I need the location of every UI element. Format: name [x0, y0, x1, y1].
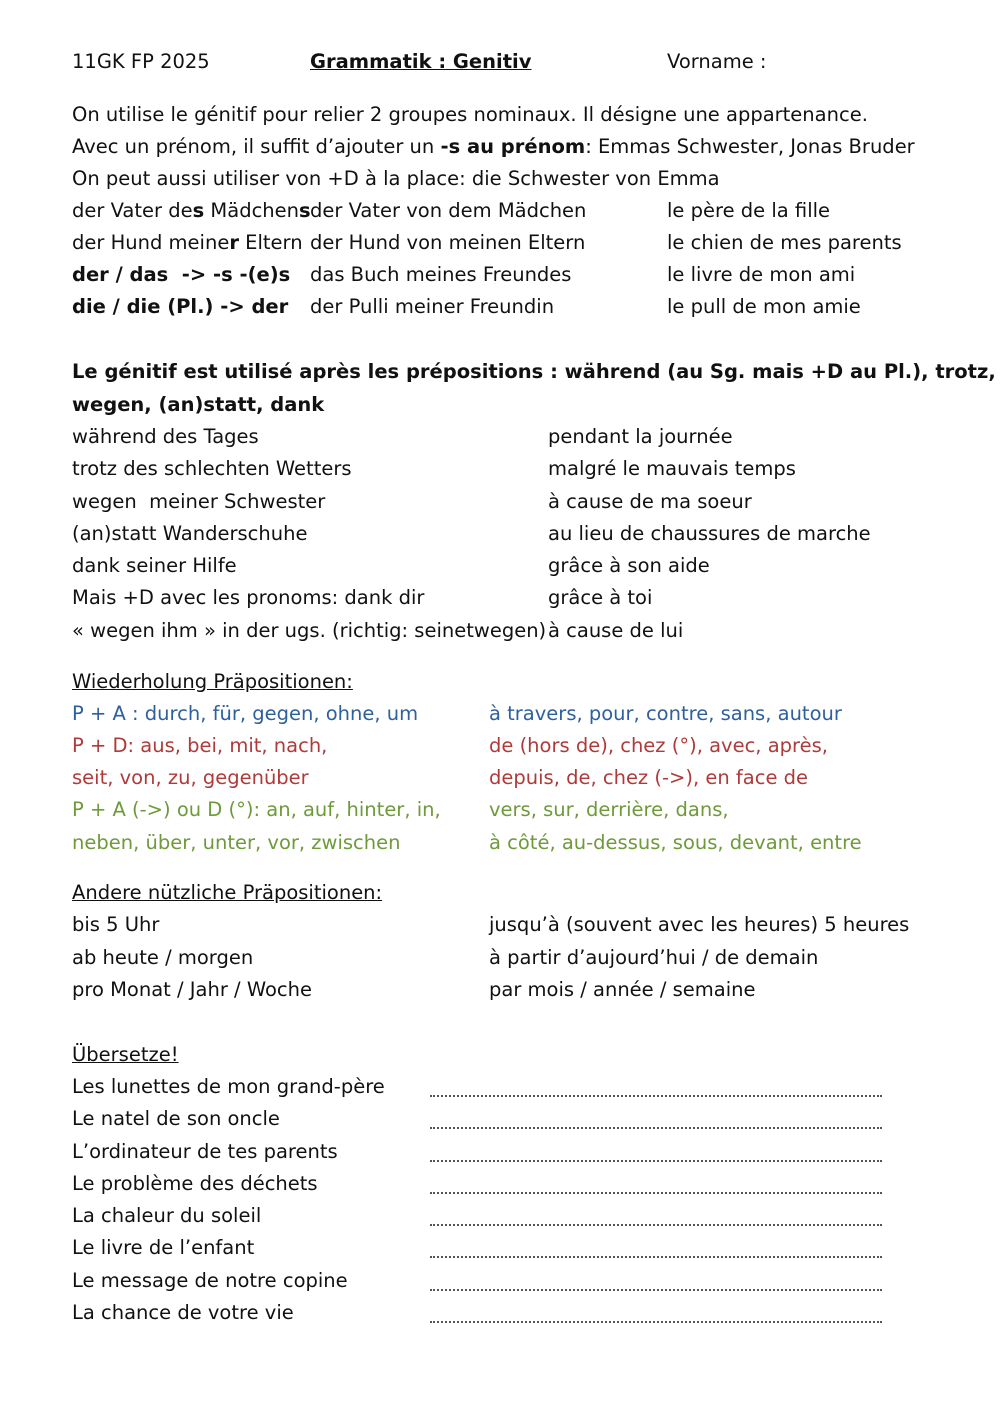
intro-line-2-text: Avec un prénom, il suffit d’ajouter un: [72, 135, 441, 158]
other-row-de: ab heute / morgen: [72, 946, 254, 969]
exercise-prompt: L’ordinateur de tes parents: [72, 1140, 338, 1163]
review-row-de: P + D: aus, bei, mit, nach,: [72, 734, 328, 757]
exercise-prompt: Les lunettes de mon grand-père: [72, 1075, 385, 1098]
other-row-de: pro Monat / Jahr / Woche: [72, 978, 312, 1001]
other-row-de: bis 5 Uhr: [72, 913, 160, 936]
exercise-prompt: La chance de votre vie: [72, 1301, 294, 1324]
exercise-prompt: Le message de notre copine: [72, 1269, 348, 1292]
genitive-prepositions-heading: Le génitif est utilisé après les prépositions : während (au Sg. mais +D au Pl.), trotz,: [72, 360, 996, 383]
example-text: Mädchen: [204, 199, 300, 222]
review-row-fr: de (hors de), chez (°), avec, après,: [489, 734, 828, 757]
example-4-french: le pull de mon amie: [667, 295, 861, 318]
exercise-prompt: Le natel de son oncle: [72, 1107, 280, 1130]
answer-line[interactable]: [430, 1093, 882, 1097]
other-prepositions-heading: Andere nützliche Präpositionen:: [72, 881, 383, 904]
example-1-french: le père de la fille: [667, 199, 831, 222]
answer-line[interactable]: [430, 1190, 882, 1194]
genitive-prepositions-heading-cont: wegen, (an)statt, dank: [72, 393, 325, 416]
example-2-french: le chien de mes parents: [667, 231, 902, 254]
example-3-rule: der / das -> -s -(e)s: [72, 263, 291, 286]
example-ending: s: [299, 199, 311, 222]
genitive-row-de: während des Tages: [72, 425, 259, 448]
intro-line-2: [72, 135, 915, 159]
exercise-prompt: Le livre de l’enfant: [72, 1236, 255, 1259]
review-row-fr: depuis, de, chez (->), en face de: [489, 766, 809, 789]
review-row-fr: à côté, au-dessus, sous, devant, entre: [489, 831, 862, 854]
answer-line[interactable]: [430, 1222, 882, 1226]
review-row-fr: à travers, pour, contre, sans, autour: [489, 702, 842, 725]
intro-line-2-rule: -s au prénom: [440, 135, 586, 158]
answer-line[interactable]: [430, 1287, 882, 1291]
answer-line[interactable]: [430, 1158, 882, 1162]
other-row-fr: par mois / année / semaine: [489, 978, 756, 1001]
other-row-fr: jusqu’à (souvent avec les heures) 5 heures: [489, 913, 910, 936]
example-text: der Hund meine: [72, 231, 230, 254]
exercise-prompt: La chaleur du soleil: [72, 1204, 262, 1227]
name-label: Vorname :: [667, 50, 767, 73]
genitive-row-fr: à cause de lui: [548, 619, 684, 642]
example-4-rule: die / die (Pl.) -> der: [72, 295, 289, 318]
example-2-von: der Hund von meinen Eltern: [310, 231, 586, 254]
genitive-row-fr: malgré le mauvais temps: [548, 457, 796, 480]
genitive-row-de: Mais +D avec les pronoms: dank dir: [72, 586, 425, 609]
example-text: Eltern: [238, 231, 303, 254]
intro-line-1: On utilise le génitif pour relier 2 groupes nominaux. Il désigne une appartenance.: [72, 103, 868, 126]
course-label: 11GK FP 2025: [72, 50, 210, 73]
genitive-row-de: (an)statt Wanderschuhe: [72, 522, 308, 545]
answer-line[interactable]: [430, 1125, 882, 1129]
example-1-genitive: [72, 199, 311, 223]
genitive-row-de: « wegen ihm » in der ugs. (richtig: seinetwegen): [72, 619, 547, 642]
genitive-row-de: wegen meiner Schwester: [72, 490, 326, 513]
example-ending: s: [192, 199, 205, 222]
intro-line-3: On peut aussi utiliser von +D à la place: die Schwester von Emma: [72, 167, 720, 190]
genitive-row-fr: au lieu de chaussures de marche: [548, 522, 871, 545]
genitive-row-fr: grâce à son aide: [548, 554, 710, 577]
review-row-de: P + A : durch, für, gegen, ohne, um: [72, 702, 419, 725]
example-3-french: le livre de mon ami: [667, 263, 856, 286]
exercise-prompt: Le problème des déchets: [72, 1172, 318, 1195]
genitive-row-fr: à cause de ma soeur: [548, 490, 752, 513]
review-row-de: neben, über, unter, vor, zwischen: [72, 831, 401, 854]
example-ending: r: [229, 231, 239, 254]
review-heading: Wiederholung Präpositionen:: [72, 670, 353, 693]
answer-line[interactable]: [430, 1254, 882, 1258]
genitive-row-de: trotz des schlechten Wetters: [72, 457, 352, 480]
genitive-row-de: dank seiner Hilfe: [72, 554, 237, 577]
page-title: Grammatik : Genitiv: [310, 50, 532, 73]
other-row-fr: à partir d’aujourd’hui / de demain: [489, 946, 819, 969]
intro-line-2-examples: : Emmas Schwester, Jonas Bruder: [585, 135, 915, 158]
review-row-de: P + A (->) ou D (°): an, auf, hinter, in,: [72, 798, 441, 821]
example-2-genitive: [72, 231, 303, 255]
review-row-de: seit, von, zu, gegenüber: [72, 766, 309, 789]
example-4-german: der Pulli meiner Freundin: [310, 295, 555, 318]
example-3-german: das Buch meines Freundes: [310, 263, 572, 286]
example-1-von: der Vater von dem Mädchen: [310, 199, 587, 222]
answer-line[interactable]: [430, 1319, 882, 1323]
review-row-fr: vers, sur, derrière, dans,: [489, 798, 729, 821]
exercise-heading: Übersetze!: [72, 1043, 179, 1066]
example-text: der Vater de: [72, 199, 193, 222]
genitive-row-fr: pendant la journée: [548, 425, 733, 448]
genitive-row-fr: grâce à toi: [548, 586, 653, 609]
